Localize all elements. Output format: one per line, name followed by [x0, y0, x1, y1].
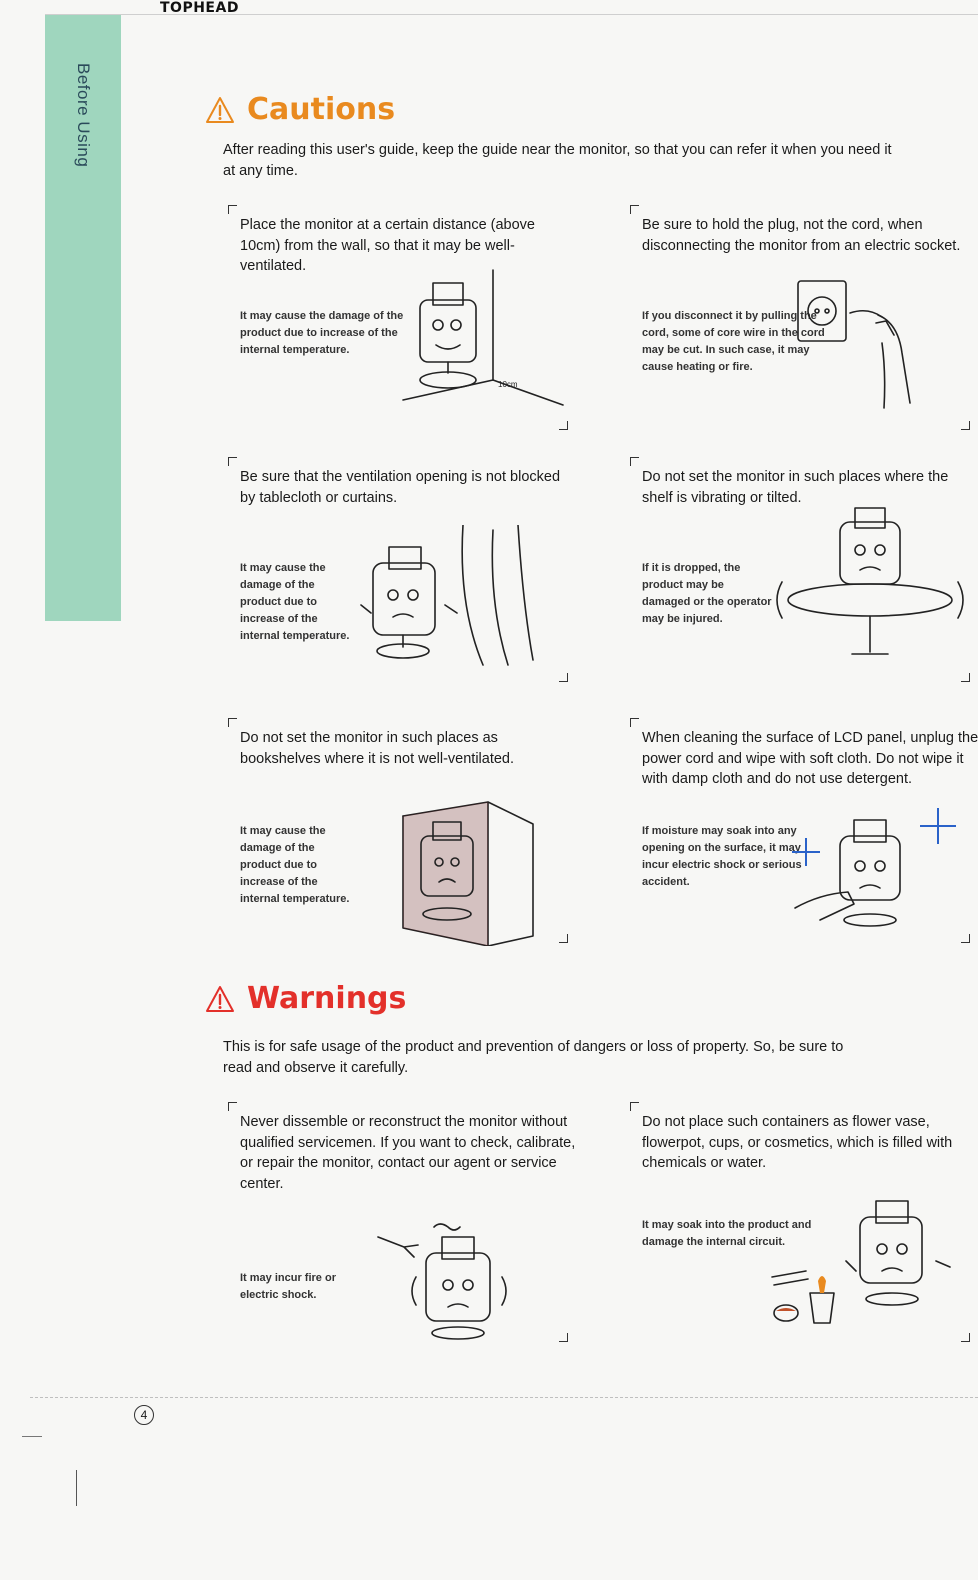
- warnings-heading: [205, 981, 406, 1016]
- cautions-title: Cautions: [247, 92, 396, 127]
- caution-card: [630, 457, 970, 682]
- corner-mark: [961, 673, 970, 682]
- corner-mark: [228, 718, 237, 727]
- caution-heading: When cleaning the surface of LCD panel, unplug the power cord and wipe with soft cloth. Do not wipe it with damp cloth and do not use detergent.: [642, 730, 978, 787]
- corner-mark: [228, 205, 237, 214]
- warning-triangle-icon: [205, 985, 235, 1013]
- brand-logo: TOPHEAD: [160, 0, 239, 16]
- page-number: 4: [134, 1405, 154, 1425]
- monitor-liquid-container-illustration: [750, 1195, 965, 1335]
- corner-mark: [630, 457, 639, 466]
- distance-label: 10cm: [498, 380, 518, 389]
- caution-note: It may cause the damage of the product due to increase of the internal temperature.: [240, 562, 350, 642]
- warning-note: It may soak into the product and damage the internal circuit.: [642, 1219, 812, 1248]
- warnings-intro: This is for safe usage of the product and prevention of dangers or loss of property. So, be sure to read and observe it carefully.: [223, 1039, 844, 1076]
- caution-card: [228, 457, 568, 682]
- caution-note: If you disconnect it by pulling the cord, some of core wire in the cord may be cut. In such case, it may cause heating or fire.: [642, 310, 825, 373]
- caution-note: If it is dropped, the product may be damaged or the operator may be injured.: [642, 562, 772, 625]
- corner-mark: [228, 457, 237, 466]
- warning-triangle-icon: [205, 96, 235, 124]
- corner-mark: [559, 934, 568, 943]
- corner-mark: [630, 205, 639, 214]
- warning-card: [630, 1102, 970, 1342]
- side-tab: [45, 15, 121, 621]
- top-rule: [45, 14, 978, 15]
- caution-note: It may cause the damage of the product due to increase of the internal temperature.: [240, 825, 350, 905]
- warning-heading: Never dissemble or reconstruct the monitor without qualified servicemen. If you want to check, calibrate, or repair the monitor, contact our agent or service center.: [240, 1114, 576, 1192]
- corner-mark: [630, 1102, 639, 1111]
- caution-heading: Be sure that the ventilation opening is not blocked by tablecloth or curtains.: [240, 469, 561, 506]
- monitor-vibrating-shelf-illustration: [770, 502, 970, 672]
- side-tab-label: Before Using: [74, 63, 93, 168]
- caution-note: It may cause the damage of the product due to increase of the internal temperature.: [240, 310, 404, 356]
- warning-heading: Do not place such containers as flower vase, flowerpot, cups, or cosmetics, which is filled with chemicals or water.: [642, 1114, 953, 1171]
- corner-mark: [559, 1333, 568, 1342]
- monitor-disassembly-illustration: [368, 1217, 543, 1342]
- caution-heading: Place the monitor at a certain distance (above 10cm) from the wall, so that it may be well-ventilated.: [240, 217, 535, 274]
- cautions-heading: [205, 92, 395, 127]
- margin-mark: [22, 1436, 42, 1437]
- caution-card: [630, 718, 978, 943]
- corner-mark: [228, 1102, 237, 1111]
- caution-note: If moisture may soak into any opening on the surface, it may incur electric shock or serious accident.: [642, 825, 802, 888]
- caution-heading: Do not set the monitor in such places as bookshelves where it is not well-ventilated.: [240, 730, 515, 767]
- caution-heading: Be sure to hold the plug, not the cord, when disconnecting the monitor from an electric socket.: [642, 217, 961, 254]
- warning-note: It may incur fire or electric shock.: [240, 1272, 336, 1301]
- caution-card: [228, 205, 568, 430]
- caution-heading: Do not set the monitor in such places where the shelf is vibrating or tilted.: [642, 469, 949, 506]
- monitor-curtain-illustration: [343, 525, 563, 675]
- monitor-near-wall-illustration: [398, 265, 568, 415]
- warning-card: [228, 1102, 576, 1342]
- bottom-rule: [30, 1397, 978, 1398]
- monitor-in-bookshelf-illustration: [393, 796, 543, 946]
- corner-mark: [630, 718, 639, 727]
- monitor-cleaning-illustration: [790, 808, 965, 948]
- plug-socket-illustration: [790, 273, 965, 423]
- corner-mark: [559, 421, 568, 430]
- caution-card: [228, 718, 568, 943]
- warnings-title: Warnings: [247, 981, 407, 1016]
- caution-card: [630, 205, 970, 430]
- cautions-intro: After reading this user's guide, keep the guide near the monitor, so that you can refer it when you need it at any time.: [223, 142, 892, 179]
- margin-mark: [76, 1470, 77, 1506]
